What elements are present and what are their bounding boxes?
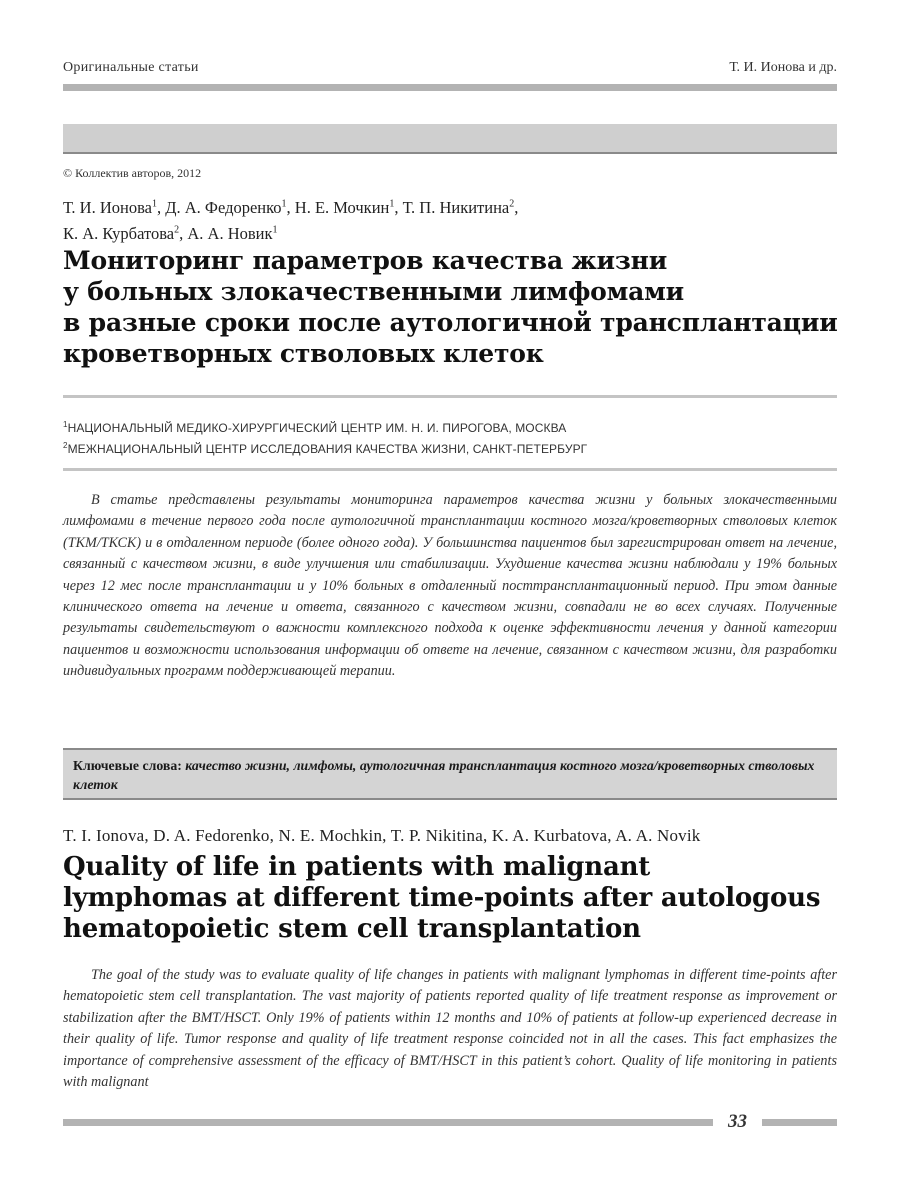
title-line: Мониторинг параметров качества жизни bbox=[63, 246, 668, 275]
title-line: в разные сроки после аутологичной трансплантации bbox=[63, 308, 838, 337]
author: Н. Е. Мочкин$^1$, bbox=[294, 197, 403, 217]
author: Т. И. Ионова$^1$, bbox=[63, 197, 166, 217]
authors-english: T. I. Ionova, D. A. Fedorenko, N. E. Mochkin, T. P. Nikitina, K. A. Kurbatova, A. A. Novik bbox=[63, 826, 701, 845]
abstract-english: The goal of the study was to evaluate quality of life changes in patients with malignant lymphomas in different time-points after hematopoietic stem cell transplantation. The vast majority of patients reported quality of life treatment response as improvement or stabilization after the BMT/HSCT. Only 19% of patients within 12 months and 10% of patients at follow-up experienced decrease in their quality of life. Tumor response and quality of life treatment response coincided not in all the cases. This fact emphasizes the importance of comprehensive assessment of the efficacy of BMT/HSCT in this patient’s cohort. Quality of life monitoring in patients with malignant bbox=[63, 967, 837, 1091]
keywords-box bbox=[63, 748, 837, 800]
article-title-english bbox=[63, 852, 853, 945]
abstract-russian: В статье представлены результаты мониторинга параметров качества жизни у больных злокачественными лимфомами в течение первого года после аутологичной трансплантации костного мозга/кроветворных стволовых клеток (ТКМ/ТКСК) и в отдаленном периоде (более одного года). У большинства пациентов был зарегистрирован ответ на лечение, связанный с качеством жизни, в виде улучшения или стабилизации. Ухудшение качества жизни наблюдали у 19% больных через 12 мес после трансплантации и у 10% больных в отдаленный посттрансплантационный период. При этом данные клинического ответа на лечение и ответа, связанного с качеством жизни, совпадали не во всех случаях. Полученные результаты свидетельствуют о важности комплексного подхода к оценке эффективности лечения у данной категории пациентов и возможности использования информации об ответе на лечение, связанном с качеством жизни, для разработки индивидуальных программ поддерживающей терапии. bbox=[63, 492, 837, 680]
running-header-authors: Т. И. Ионова и др. bbox=[729, 60, 837, 75]
author: К. А. Курбатова$^2$, bbox=[63, 224, 188, 243]
affiliations bbox=[63, 416, 837, 458]
keywords-text: качество жизни, лимфомы, аутологичная трансплантация костного мозга/кроветворных стволовых клеток bbox=[73, 758, 815, 792]
copyright-notice: © Коллектив авторов, 2012 bbox=[63, 166, 202, 180]
authors-russian bbox=[63, 192, 823, 245]
author: Т. П. Никитина$^2$, bbox=[402, 197, 519, 217]
footer-rule-right bbox=[762, 1119, 837, 1126]
author: Д. А. Федоренко$^1$, bbox=[165, 197, 295, 217]
separator-rule bbox=[63, 468, 837, 471]
title-line: кроветворных стволовых клеток bbox=[63, 339, 544, 368]
separator-rule bbox=[63, 395, 837, 398]
title-line: у больных злокачественными лимфомами bbox=[63, 277, 685, 306]
title-line: hematopoietic stem cell transplantation bbox=[63, 914, 641, 944]
affiliation-2: $^2$МЕЖНАЦИОНАЛЬНЫЙ ЦЕНТР ИССЛЕДОВАНИЯ КАЧЕСТВА ЖИЗНИ, САНКТ-ПЕТЕРБУРГ bbox=[63, 441, 588, 456]
article-title-russian bbox=[63, 245, 853, 369]
affiliation-1: $^1$НАЦИОНАЛЬНЫЙ МЕДИКО-ХИРУРГИЧЕСКИЙ ЦЕНТР ИМ. Н. И. ПИРОГОВА, МОСКВА bbox=[63, 420, 567, 435]
running-header-section: Оригинальные статьи bbox=[63, 60, 199, 75]
keywords-label: Ключевые слова: bbox=[73, 758, 182, 773]
page-number: 33 bbox=[728, 1111, 747, 1132]
decorative-band bbox=[63, 124, 837, 154]
title-line: lymphomas at different time-points after autologous bbox=[63, 883, 821, 913]
author: А. А. Новик$^1$ bbox=[187, 224, 278, 243]
title-line: Quality of life in patients with malignant bbox=[63, 852, 651, 882]
header-rule bbox=[63, 84, 837, 91]
footer-rule-left bbox=[63, 1119, 713, 1126]
